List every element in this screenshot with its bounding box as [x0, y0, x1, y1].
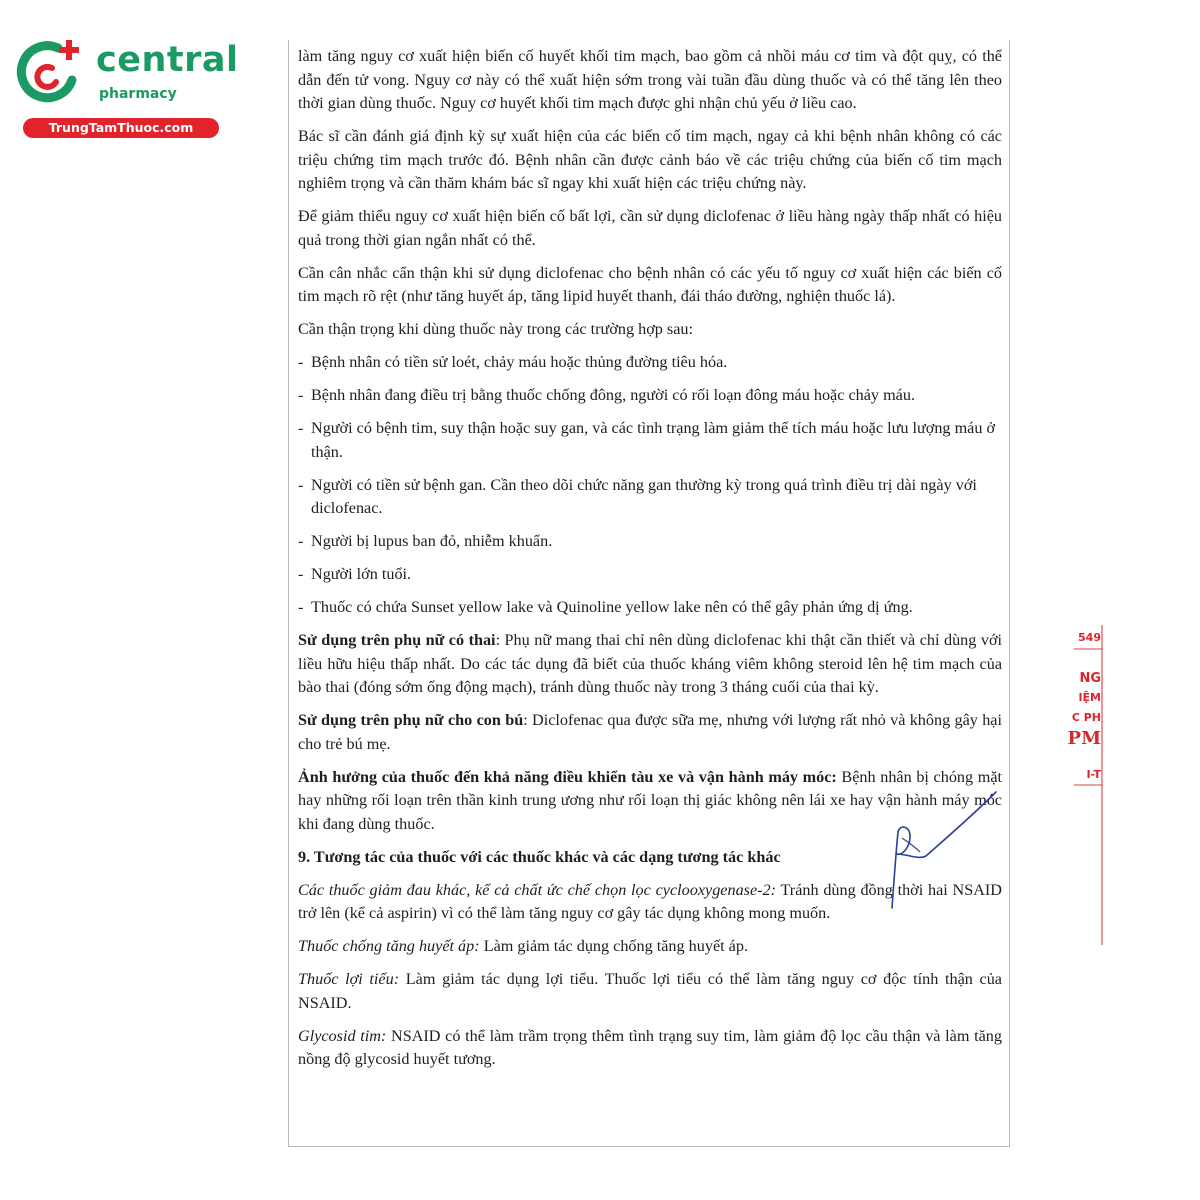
- pregnancy-text: : Phụ nữ mang thai chỉ nên dùng diclofenac khi thật cần thiết và chỉ dùng với liều hữu hiệu thấp nhất. Do các tác dụng đã biết của thuốc kháng viêm không steroid lên hệ tim mạch của bào thai (đóng sớm ống động mạch), tránh dùng thuốc này trong 3 tháng cuối của thai kỳ.: [298, 631, 1002, 696]
- bullet-dash: -: [298, 532, 304, 550]
- list-item-text: Người lớn tuổi.: [311, 565, 412, 583]
- pregnancy-label: Sử dụng trên phụ nữ có thai: [298, 631, 496, 649]
- paragraph-interaction: [298, 1025, 1002, 1072]
- stamp-text: I-T: [1086, 768, 1101, 781]
- interaction-text: NSAID có thể làm trầm trọng thêm tình trạng suy tim, làm giảm độ lọc cầu thận và làm tăng nồng độ glycosid huyết tương.: [298, 1026, 1002, 1068]
- document-content: [298, 45, 1002, 1081]
- list-item-text: Người có tiền sử bệnh gan. Cần theo dõi chức năng gan thường kỳ trong quá trình điều trị dài ngày với diclofenac.: [311, 475, 977, 517]
- document-page: [288, 40, 1010, 1147]
- stamp-text: C PH: [1071, 711, 1101, 724]
- bullet-dash: -: [298, 475, 304, 494]
- list-item-text: Người có bệnh tim, suy thận hoặc suy gan, và các tình trạng làm giảm thể tích máu hoặc lưu lượng máu ở thận.: [311, 419, 996, 461]
- driving-label: Ảnh hưởng của thuốc đến khả năng điều khiển tàu xe và vận hành máy móc:: [298, 767, 837, 786]
- logo-subtitle: pharmacy: [99, 86, 177, 102]
- paragraph-interaction: [298, 935, 1002, 959]
- logo-name: central: [96, 40, 239, 80]
- central-pharmacy-logo: [10, 38, 239, 138]
- list-item-text: Thuốc có chứa Sunset yellow lake và Quinoline yellow lake nên có thể gây phản ứng dị ứng.: [311, 598, 913, 616]
- interaction-label: Thuốc chống tăng huyết áp:: [298, 937, 480, 955]
- paragraph-caution-intro: Cần thận trọng khi dùng thuốc này trong các trường hợp sau:: [298, 320, 693, 338]
- official-stamp-fragment: [1060, 625, 1105, 945]
- driving-text: Bệnh nhân bị chóng mặt hay những rối loạn trên thần kinh trung ương như rối loạn thị giác không nên lái xe hay vận hành máy móc khi đang dùng thuốc.: [298, 767, 1003, 833]
- stamp-text: PM: [1067, 728, 1101, 749]
- bullet-dash: -: [298, 419, 304, 437]
- interaction-label: Thuốc lợi tiểu:: [298, 970, 400, 988]
- stamp-text: NG: [1079, 671, 1101, 686]
- paragraph-lactation: [298, 709, 1002, 756]
- interaction-text: Tránh dùng đồng thời hai NSAID trở lên (kể cả aspirin) vì có thể làm tăng nguy cơ gây tác dụng không mong muốn.: [298, 880, 1002, 922]
- paragraph-pregnancy: [298, 629, 1002, 700]
- paragraph-risk-factors: Cần cân nhắc cẩn thận khi sử dụng diclofenac cho bệnh nhân có các yếu tố nguy cơ xuất hiện các biến cố tim mạch rõ rệt (như tăng huyết áp, tăng lipid huyết thanh, đái tháo đường, nghiện thuốc lá).: [298, 263, 1002, 305]
- list-item: [298, 384, 1002, 408]
- paragraph-lowest-dose: Để giảm thiểu nguy cơ xuất hiện biến cố bất lợi, cần sử dụng diclofenac ở liều hàng ngày thấp nhất có hiệu quả trong thời gian ngắn nhất có thể.: [298, 207, 1002, 249]
- stamp-text: IỆM: [1078, 691, 1101, 704]
- paragraph-thrombotic-risk: làm tăng nguy cơ xuất hiện biến cố huyết khối tim mạch, bao gồm cả nhồi máu cơ tim và đột quỵ, có thể dẫn đến tử vong. Nguy cơ này có thể xuất hiện sớm trong vài tuần đầu dùng thuốc và có thể tăng lên theo thời gian dùng thuốc. Nguy cơ huyết khối tim mạch được ghi nhận chủ yếu ở liều cao.: [298, 47, 1002, 112]
- central-pharmacy-logo-icon: [10, 38, 90, 108]
- stamp-text: 549: [1078, 631, 1101, 644]
- list-item: [298, 474, 1002, 521]
- list-item-text: Người bị lupus ban đỏ, nhiễm khuẩn.: [311, 532, 553, 550]
- stamp-border: [1060, 625, 1105, 945]
- interaction-text: Làm giảm tác dụng lợi tiểu. Thuốc lợi tiểu có thể làm tăng nguy cơ độc tính thận của NSAID.: [298, 970, 1002, 1012]
- bullet-dash: -: [298, 598, 304, 616]
- paragraph-cardiac-assessment: Bác sĩ cần đánh giá định kỳ sự xuất hiện của các biến cố tim mạch, ngay cả khi bệnh nhân không có các triệu chứng tim mạch trước đó. Bệnh nhân cần được cảnh báo về các triệu chứng của biến cố tim mạch nghiêm trọng và cần thăm khám bác sĩ ngay khi xuất hiện các triệu chứng này.: [298, 127, 1002, 192]
- handwritten-signature: [880, 780, 1010, 920]
- section-heading-interactions: 9. Tương tác của thuốc với các thuốc khác và các dạng tương tác khác: [298, 847, 781, 866]
- interaction-text: Làm giảm tác dụng chống tăng huyết áp.: [479, 937, 749, 955]
- bullet-dash: -: [298, 386, 304, 404]
- list-item: [298, 563, 1002, 587]
- list-item: [298, 351, 1002, 375]
- lactation-text: : Diclofenac qua được sữa mẹ, nhưng với lượng rất nhỏ và không gây hại cho trẻ bú mẹ.: [298, 711, 1002, 753]
- interaction-label: Glycosid tim:: [298, 1026, 387, 1045]
- lactation-label: Sử dụng trên phụ nữ cho con bú: [298, 711, 524, 729]
- list-item: [298, 530, 1002, 554]
- bullet-dash: -: [298, 565, 304, 583]
- list-item-text: Bệnh nhân có tiền sử loét, chảy máu hoặc thủng đường tiêu hóa.: [311, 353, 728, 371]
- list-item-text: Bệnh nhân đang điều trị bằng thuốc chống đông, người có rối loạn đông máu hoặc chảy máu.: [311, 386, 915, 404]
- paragraph-interaction: [298, 968, 1002, 1015]
- list-item: [298, 417, 1002, 464]
- bullet-dash: -: [298, 353, 304, 371]
- list-item: [298, 596, 1002, 620]
- logo-url-badge: TrungTamThuoc.com: [23, 118, 219, 138]
- interaction-label: Các thuốc giảm đau khác, kể cả chất ức chế chọn lọc cyclooxygenase-2:: [298, 880, 777, 899]
